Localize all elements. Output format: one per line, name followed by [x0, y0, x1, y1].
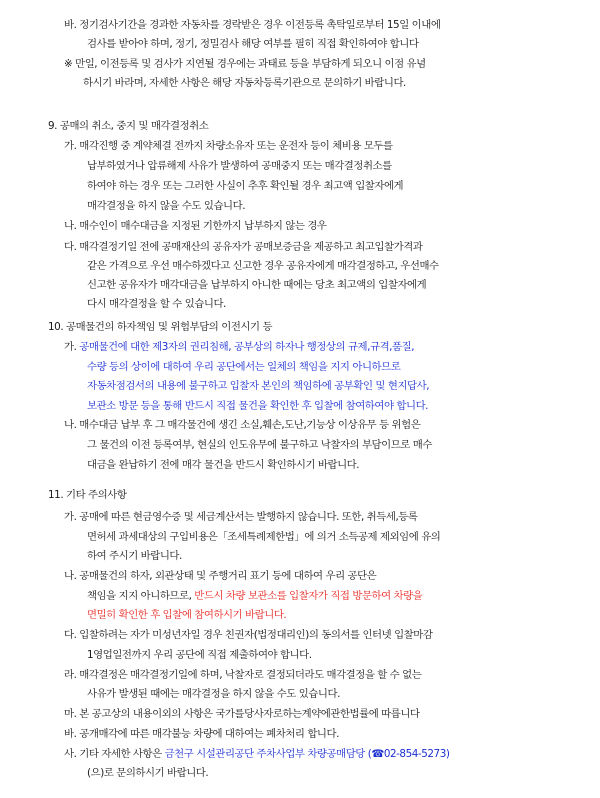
text-line: 보관소 방문 등을 통해 반드시 직접 물건을 확인한 후 입찰에 참여하여야 합니다. [87, 400, 429, 412]
text-line: 납부하였거나 압류해제 사유가 발생하여 공매중지 또는 매각결정취소를 [87, 160, 392, 172]
text-line: 나. 매수인이 매수대금을 지정된 기한까지 납부하지 않는 경우 [64, 220, 327, 232]
text-line: 가. 공매물건에 대한 제3자의 권리침해, 공부상의 하자나 행정상의 규제,규격,품질, [64, 341, 415, 353]
text-line: ※ 만일, 이전등록 및 검사가 지연될 경우에는 과태료 등을 부담하게 되오니 이점 유념 [64, 58, 426, 70]
text-line: 면밀히 확인한 후 입찰에 참여하시기 바랍니다. [87, 609, 287, 621]
text-line: 하여 주시기 바랍니다. [87, 550, 182, 562]
text-line: 바. 정기검사기간을 경과한 자동차를 경락받은 경우 이전등록 촉탁일로부터 15일 이내에 [64, 19, 441, 31]
text-line: 다시 매각결정을 할 수 있습니다. [87, 298, 226, 310]
section-heading: 10. 공매물건의 하자책임 및 위험부담의 이전시기 등 [48, 321, 273, 333]
text-line: 라. 매각결정은 매각결정기일에 하며, 낙찰자로 결정되더라도 매각결정을 할 수 없는 [64, 669, 422, 681]
text-line: 가. 매각진행 중 계약체결 전까지 차량소유자 또는 운전자 등이 체비용 모두를 [64, 140, 393, 152]
text-line: 마. 본 공고상의 내용이외의 사항은 국가를당사자로하는계약에관한법률에 따릅니다 [64, 708, 420, 720]
text-line: 나. 매수대금 납부 후 그 매각물건에 생긴 소실,훼손,도난,기능상 이상유무 등 위험은 [64, 419, 421, 431]
text-line: 자동차점검서의 내용에 불구하고 입찰자 본인의 책임하에 공부확인 및 현지답사, [87, 380, 430, 392]
section-heading: 11. 기타 주의사항 [48, 489, 127, 501]
text-line: 매각결정을 하지 않을 수도 있습니다. [87, 200, 246, 212]
text-line: 나. 공매물건의 하자, 외관상태 및 주행거리 표기 등에 대하여 우리 공단은 [64, 570, 377, 582]
text-line: 수량 등의 상이에 대하여 우리 공단에서는 일체의 책임을 지지 아니하므로 [87, 361, 401, 373]
text-line: 사. 기타 자세한 사항은 금천구 시설관리공단 주차사업부 차량공매담당 (☎02-854-5273) [64, 748, 450, 760]
text-line: 사유가 발생된 때에는 매각결정을 하지 않을 수도 있습니다. [87, 688, 340, 700]
text-line: 면허세 과세대상의 구입비용은「조세특례제한법」에 의거 소득공제 제외임에 유의 [87, 531, 441, 543]
text-line: 같은 가격으로 우선 매수하겠다고 신고한 경우 공유자에게 매각결정하고, 우선매수 [87, 260, 439, 272]
text-line: 책임을 지지 아니하므로, 반드시 차량 보관소를 입찰자가 직접 방문하여 차량을 [87, 590, 423, 602]
section-heading: 9. 공매의 취소, 중지 및 매각결정취소 [48, 120, 209, 132]
text-line: (으)로 문의하시기 바랍니다. [87, 767, 209, 779]
text-line: 다. 매각결정기일 전에 공매재산의 공유자가 공매보증금을 제공하고 최고입찰가격과 [64, 241, 423, 253]
text-line: 하여야 하는 경우 또는 그러한 사실이 추후 확인될 경우 최고액 입찰자에게 [87, 180, 404, 192]
text-line: 가. 공매에 따른 현금영수증 및 세금계산서는 발행하지 않습니다. 또한, 취득세,등록 [64, 511, 418, 523]
text-line: 그 물건의 이전 등록여부, 현실의 인도유무에 불구하고 낙찰자의 부담이므로 매수 [87, 439, 432, 451]
text-line: 신고한 공유자가 매각대금을 납부하지 아니한 때에는 당초 최고액의 입찰자에게 [87, 279, 427, 291]
text-line: 다. 입찰하려는 자가 미성년자일 경우 친권자(법정대리인)의 동의서를 인터넷 입찰마감 [64, 629, 433, 641]
text-line: 바. 공개매각에 따른 매각불능 차량에 대하여는 폐차처리 합니다. [64, 728, 339, 740]
text-line: 하시기 바라며, 자세한 사항은 해당 자동차등록기관으로 문의하기 바랍니다. [83, 77, 406, 89]
text-line: 대금을 완납하기 전에 매각 물건을 반드시 확인하시기 바랍니다. [87, 459, 360, 471]
text-line: 검사를 받아야 하며, 정기, 정밀검사 해당 여부를 필히 직접 확인하여야 합니다 [87, 38, 419, 50]
text-line: 1영업일전까지 우리 공단에 직접 제출하여야 합니다. [87, 649, 312, 661]
